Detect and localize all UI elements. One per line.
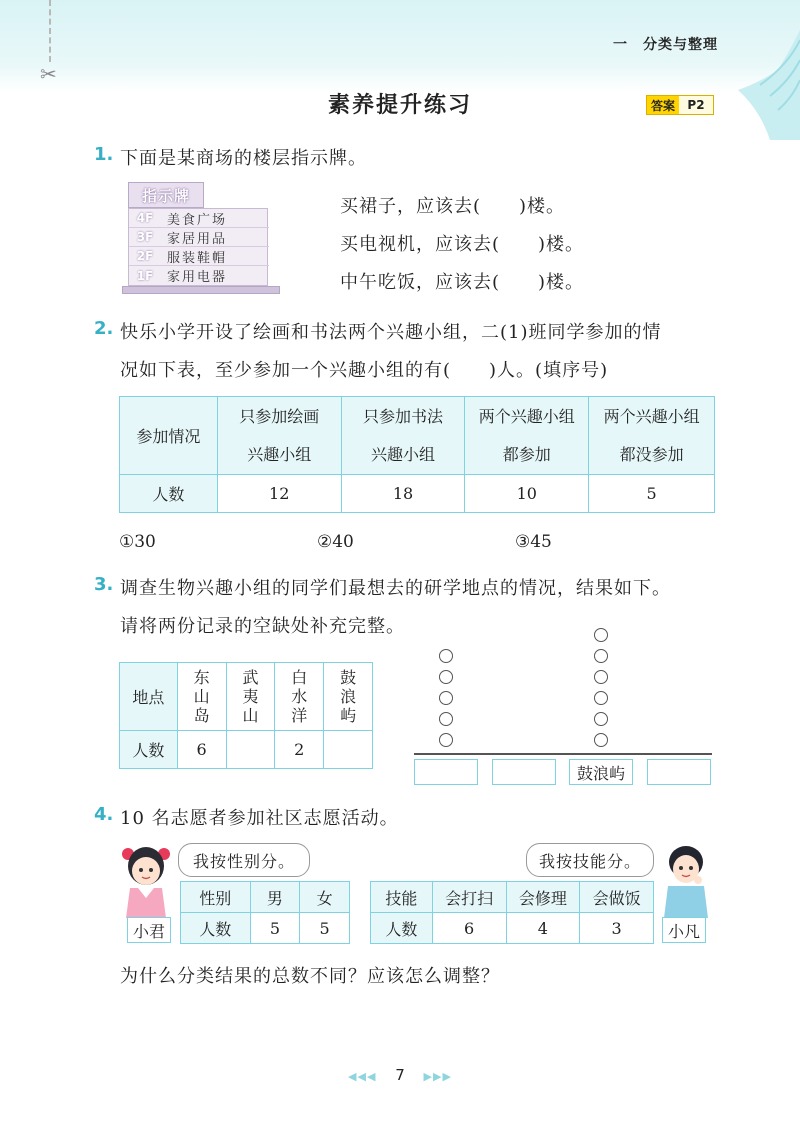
floor-number: 2F	[136, 249, 154, 263]
q3-pictograph	[414, 645, 712, 785]
sign-row	[129, 266, 269, 285]
pictograph-circle	[439, 712, 453, 726]
q2-count-cell: 12	[217, 475, 341, 513]
pictograph-circle	[594, 670, 608, 684]
q3-count-cell: 6	[177, 731, 226, 769]
q2-row-header: 参加情况	[120, 397, 218, 475]
gender-count-cell: 5	[300, 913, 350, 944]
q3-place-cell	[177, 663, 226, 731]
pictograph-circle	[439, 691, 453, 705]
pictograph-label-blank[interactable]	[414, 759, 478, 785]
page-number: 7	[395, 1066, 405, 1084]
floor-number: 1F	[136, 268, 154, 283]
pictograph-label: 鼓浪屿	[569, 759, 633, 785]
sign-row	[129, 247, 269, 266]
next-arrows-icon: ▶▶▶	[423, 1070, 452, 1083]
q3-place-cell	[324, 663, 373, 731]
q3-number: 3.	[94, 574, 114, 595]
q2-option-b[interactable]: ②40	[317, 532, 354, 552]
q2-text-line1: 快乐小学开设了绘画和书法两个兴趣小组，二(1)班同学参加的情	[120, 322, 662, 343]
q2-number: 2.	[94, 318, 114, 339]
q4-skill-table	[370, 881, 654, 944]
gender-count-label: 人数	[181, 913, 251, 944]
page-footer	[0, 1066, 800, 1084]
pictograph-circle	[594, 691, 608, 705]
pictograph-circle	[594, 628, 608, 642]
q2-col-header-line: 两个兴趣小组	[478, 406, 575, 426]
q2-table	[119, 396, 715, 513]
page-title: 素养提升练习	[327, 93, 472, 118]
q4-text: 10 名志愿者参加社区志愿活动。	[120, 808, 399, 829]
q2-col-header-line: 都参加	[502, 444, 551, 464]
q3-place-cell	[226, 663, 275, 731]
pictograph-baseline	[414, 753, 712, 755]
skill-count-cell: 3	[580, 913, 654, 944]
q4-gender-table	[180, 881, 350, 944]
q3-place-name: 东 山 岛	[193, 668, 210, 725]
boy-speech-bubble: 我按技能分。	[526, 843, 654, 877]
pictograph-circle	[439, 733, 453, 747]
floor-number: 4F	[136, 211, 154, 225]
floor-directory-sign	[122, 182, 280, 300]
q2-col-header-line: 都没参加	[619, 444, 684, 464]
sign-title: 指示牌	[128, 182, 204, 208]
boy-name-label: 小凡	[662, 917, 706, 943]
pavilion-roof-icon	[730, 30, 800, 140]
q2-col-header	[217, 397, 341, 475]
q2-col-header-line: 兴趣小组	[370, 444, 435, 464]
q1-line-tv[interactable]: 买电视机，应该去( )楼。	[340, 234, 585, 255]
floor-label: 家居用品	[167, 231, 228, 247]
skill-count-cell: 4	[506, 913, 580, 944]
chapter-title: 一 分类与整理	[613, 37, 718, 53]
sign-row	[129, 228, 269, 247]
skill-count-label: 人数	[371, 913, 433, 944]
q4-number: 4.	[94, 804, 114, 825]
q1-line-lunch[interactable]: 中午吃饭，应该去( )楼。	[340, 272, 585, 293]
skill-count-cell: 6	[432, 913, 506, 944]
q2-col-header	[465, 397, 589, 475]
gender-count-cell: 5	[250, 913, 300, 944]
scissors-icon: ✂	[40, 62, 57, 86]
gender-header: 男	[250, 882, 300, 913]
q3-count-cell: 2	[275, 731, 324, 769]
pictograph-circle	[594, 712, 608, 726]
q3-place-name: 白 水 洋	[291, 668, 308, 725]
q1-number: 1.	[94, 144, 114, 165]
floor-number: 3F	[136, 230, 154, 244]
q1-text: 下面是某商场的楼层指示牌。	[120, 148, 367, 169]
sign-row	[129, 209, 269, 228]
q2-col-header-line: 只参加书法	[362, 406, 443, 426]
q2-option-c[interactable]: ③45	[515, 532, 552, 552]
q3-place-label: 地点	[120, 663, 178, 731]
q2-col-header-line: 只参加绘画	[239, 406, 320, 426]
q2-count-label: 人数	[120, 475, 218, 513]
pictograph-circle	[439, 670, 453, 684]
floor-label: 家用电器	[167, 270, 228, 285]
q3-place-name: 鼓 浪 屿	[340, 668, 357, 725]
pictograph-circle	[439, 649, 453, 663]
q4-question: 为什么分类结果的总数不同？应该怎么调整？	[120, 966, 500, 987]
q2-option-a[interactable]: ①30	[119, 532, 156, 552]
sign-base	[122, 286, 280, 294]
floor-label: 美食广场	[167, 212, 228, 228]
skill-header: 技能	[371, 882, 433, 913]
q2-col-header-line: 兴趣小组	[247, 444, 312, 464]
q2-text-line2[interactable]: 况如下表，至少参加一个兴趣小组的有( )人。(填序号)	[120, 360, 609, 381]
pictograph-label-blank[interactable]	[647, 759, 711, 785]
q2-count-cell: 18	[341, 475, 465, 513]
sign-body	[128, 208, 268, 286]
q2-count-cell: 10	[465, 475, 589, 513]
girl-avatar	[118, 840, 174, 918]
q2-col-header	[341, 397, 465, 475]
q3-place-cell	[275, 663, 324, 731]
q3-count-blank[interactable]	[226, 731, 275, 769]
girl-name-label: 小君	[127, 917, 171, 943]
q1-line-skirt[interactable]: 买裙子，应该去( )楼。	[340, 196, 566, 217]
q2-col-header	[589, 397, 715, 475]
pictograph-label-blank[interactable]	[492, 759, 556, 785]
answer-page: P2	[679, 96, 713, 114]
gender-header: 女	[300, 882, 350, 913]
floor-label: 服装鞋帽	[167, 250, 228, 266]
answer-tag[interactable]	[646, 95, 714, 115]
prev-arrows-icon: ◀◀◀	[348, 1070, 377, 1083]
pictograph-circle	[594, 649, 608, 663]
q3-record-table	[119, 662, 373, 769]
q3-text-line1: 调查生物兴趣小组的同学们最想去的研学地点的情况，结果如下。	[120, 578, 671, 599]
q2-count-cell: 5	[589, 475, 715, 513]
answer-label: 答案	[647, 96, 679, 114]
skill-header: 会做饭	[580, 882, 654, 913]
skill-header: 会修理	[506, 882, 580, 913]
girl-speech-bubble: 我按性别分。	[178, 843, 310, 877]
cut-line	[49, 0, 51, 62]
skill-header: 会打扫	[432, 882, 506, 913]
q2-col-header-line: 两个兴趣小组	[603, 406, 700, 426]
boy-avatar	[658, 840, 714, 918]
q3-count-label: 人数	[120, 731, 178, 769]
q3-place-name: 武 夷 山	[242, 668, 259, 725]
pictograph-circle	[594, 733, 608, 747]
q3-text-line2: 请将两份记录的空缺处补充完整。	[120, 616, 405, 637]
q3-count-blank[interactable]	[324, 731, 373, 769]
gender-header: 性别	[181, 882, 251, 913]
